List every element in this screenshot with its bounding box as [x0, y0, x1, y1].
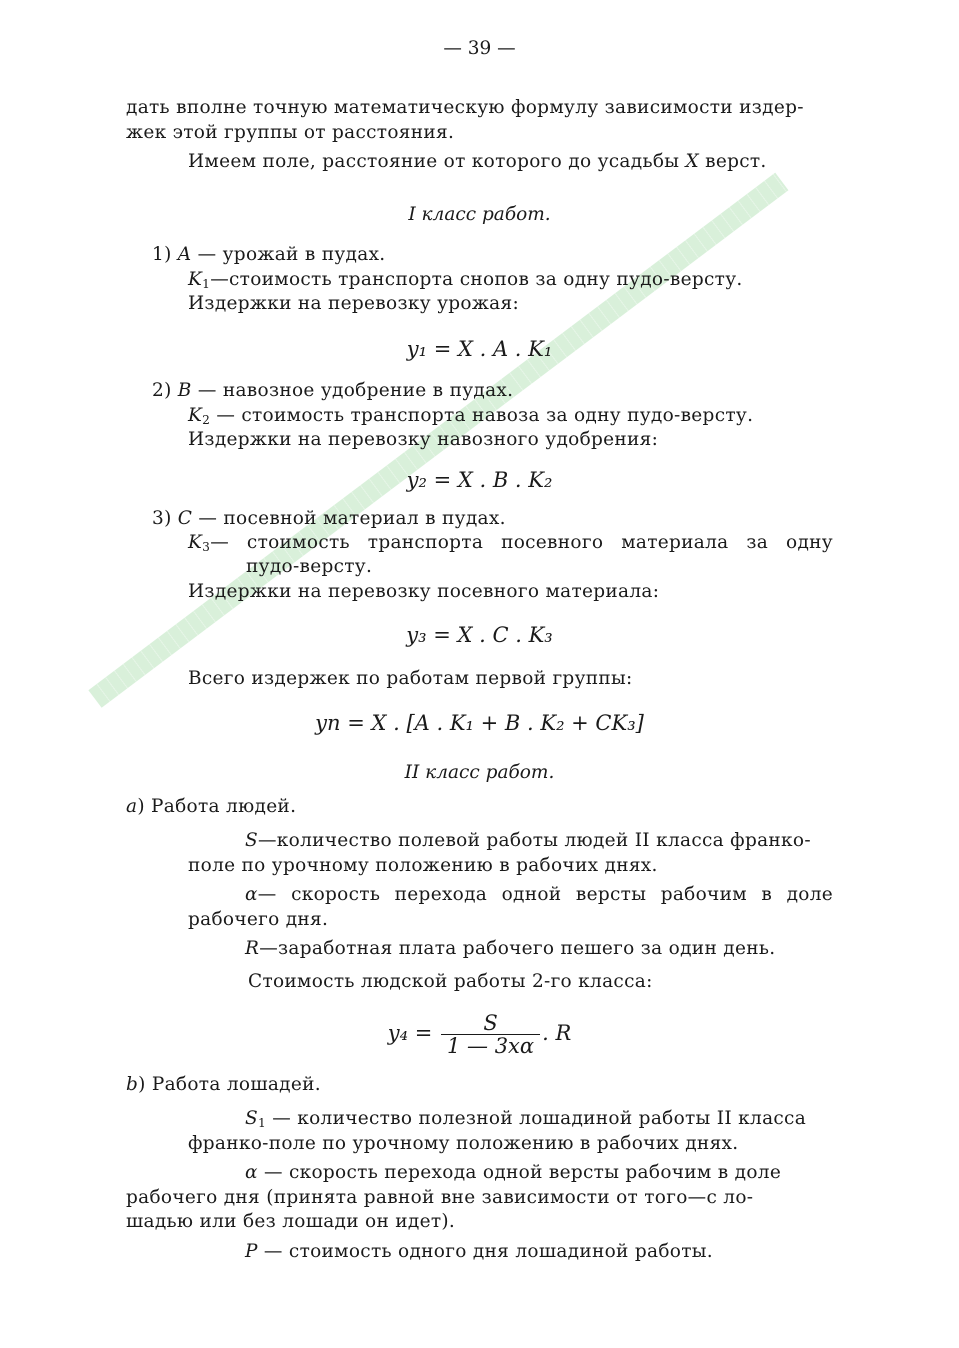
item-3-var: C — [177, 508, 193, 529]
section-a-alpha-head — [245, 883, 277, 907]
formula-y2: y₂ = X . B . K₂ — [406, 468, 553, 492]
section-a-alpha-word-7: доле — [786, 884, 833, 905]
section-b-alpha-var: α — [245, 1162, 258, 1183]
intro-line-2: жек этой группы от расстояния. — [126, 122, 455, 143]
section-a-r-line — [245, 937, 775, 961]
item-3-k-line — [188, 531, 833, 555]
formula-y1: y₁ = X . A . K₁ — [406, 337, 553, 361]
item-2-num: 2) — [152, 380, 178, 401]
item-3-line — [152, 507, 506, 531]
item-1-text: — урожай в пудах. — [191, 244, 386, 265]
formula-y4-numerator: S — [483, 1011, 498, 1035]
section-b-s-line-2: франко-поле по урочному положению в рабочих днях. — [188, 1133, 739, 1154]
section-a-r-var: R — [245, 938, 260, 959]
section-a-alpha-word-6: в — [761, 884, 773, 905]
formula-y4-denominator: 1 — 3xα — [441, 1034, 540, 1057]
formula-y3: y₃ = X . C . K₃ — [406, 623, 553, 647]
formula-y4-fraction — [441, 1012, 540, 1057]
section-b-title-text: ) Работа лошадей. — [138, 1074, 321, 1095]
section-b-s-text: — количество полезной лошадиной работы II класса — [266, 1108, 807, 1129]
section-a-s-var: S — [245, 830, 258, 851]
intro-line-3-b: верст. — [698, 151, 767, 172]
section-a-s-text: —количество полевой работы людей II класса франко- — [257, 830, 811, 851]
section-a-alpha-word-4: версты — [575, 884, 647, 905]
item-2-k-text: — стоимость транспорта навоза за одну пудо-версту. — [210, 405, 754, 426]
item-1-num: 1) — [152, 244, 178, 265]
section-b-alpha-line-3: шадью или без лошади он идет). — [126, 1211, 456, 1232]
section-a-alpha-var: α — [245, 884, 258, 905]
item-1-k-text: —стоимость транспорта снопов за одну пудо-версту. — [210, 269, 743, 290]
section-a-r-text: —заработная плата рабочего пешего за один день. — [259, 938, 776, 959]
item-2-cost-label: Издержки на перевозку навозного удобрения: — [188, 429, 659, 450]
item-3-k-word-2: транспорта — [367, 532, 484, 553]
formula-y4-rhs: . R — [542, 1021, 572, 1045]
item-1-cost-label: Издержки на перевозку урожая: — [188, 293, 519, 314]
section-a-alpha-word-5: рабочим — [660, 884, 747, 905]
section-a-s-line-1 — [245, 829, 811, 853]
item-1-var: A — [177, 244, 192, 265]
formula-total: yп = X . [A . K₁ + B . K₂ + CK₃] — [315, 711, 644, 735]
item-1-k-var: K — [188, 269, 203, 290]
item-1-line — [152, 243, 385, 267]
var-x: X — [685, 151, 699, 172]
item-2-line — [152, 379, 513, 403]
intro-line-1: дать вполне точную математическую формулу зависимости издер- — [126, 97, 804, 118]
item-3-k-word-1: стоимость — [246, 532, 350, 553]
section-b-alpha-line-1 — [245, 1161, 781, 1185]
class-1-heading: I класс работ. — [408, 204, 551, 225]
section-b-alpha-text: — скорость перехода одной версты рабочим в доле — [257, 1162, 782, 1183]
section-b-p-text: — стоимость одного дня лошадиной работы. — [257, 1241, 713, 1262]
section-a-alpha-word-3: одной — [501, 884, 562, 905]
item-2-var: B — [177, 380, 192, 401]
class-2-heading: II класс работ. — [404, 762, 555, 783]
section-b-label: b — [126, 1074, 139, 1095]
item-3-k-head — [188, 531, 229, 555]
item-3-k-line-2: пудо-версту. — [246, 556, 373, 577]
section-b-s-sub: 1 — [257, 1116, 267, 1131]
section-b-p-var: P — [245, 1241, 258, 1262]
item-3-k-word-3: посевного — [501, 532, 604, 553]
item-3-k-word-5: за — [746, 532, 769, 553]
item-2-text: — навозное удобрение в пудах. — [191, 380, 514, 401]
item-3-num: 3) — [152, 508, 178, 529]
page-number: — 39 — — [443, 38, 516, 59]
item-3-text: — посевной материал в пудах. — [192, 508, 506, 529]
section-a-s-line-2: поле по урочному положению в рабочих днях. — [188, 855, 658, 876]
section-b-p-line — [245, 1240, 713, 1264]
total-label: Всего издержек по работам первой группы: — [188, 668, 633, 689]
formula-y4 — [0, 1012, 959, 1057]
item-3-k-word-0: — — [210, 532, 230, 553]
item-2-k-var: K — [188, 405, 203, 426]
section-a-alpha-line-1 — [245, 883, 833, 907]
section-a-cost-label: Стоимость людской работы 2-го класса: — [248, 971, 653, 992]
section-a-title-text: ) Работа людей. — [137, 796, 297, 817]
item-3-cost-label: Издержки на перевозку посевного материала: — [188, 581, 660, 602]
item-3-k-var: K — [188, 532, 203, 553]
section-b-alpha-line-2: рабочего дня (принята равной вне зависимости от того—с ло- — [126, 1187, 754, 1208]
section-a-label: a — [126, 796, 138, 817]
item-3-k-sub: 3 — [202, 540, 211, 555]
item-2-k-line — [188, 404, 753, 428]
item-1-k-sub: 1 — [202, 277, 211, 292]
item-3-k-word-6: одну — [786, 532, 833, 553]
item-1-k-line — [188, 268, 743, 292]
intro-line-3 — [188, 150, 767, 174]
intro-line-3-a: Имеем поле, расстояние от которого до усадьбы — [188, 151, 686, 172]
section-a-alpha-word-0: — — [257, 884, 277, 905]
item-3-k-word-4: материала — [621, 532, 729, 553]
section-a-alpha-word-2: перехода — [394, 884, 488, 905]
section-a-alpha-line-2: рабочего дня. — [188, 909, 329, 930]
section-b-title — [126, 1073, 321, 1097]
section-b-s-var: S — [245, 1108, 258, 1129]
section-a-title — [126, 795, 296, 819]
item-2-k-sub: 2 — [202, 413, 211, 428]
formula-y4-lhs: y₄ = — [387, 1021, 433, 1045]
section-b-s-line-1 — [245, 1107, 806, 1131]
section-a-alpha-word-1: скорость — [291, 884, 381, 905]
